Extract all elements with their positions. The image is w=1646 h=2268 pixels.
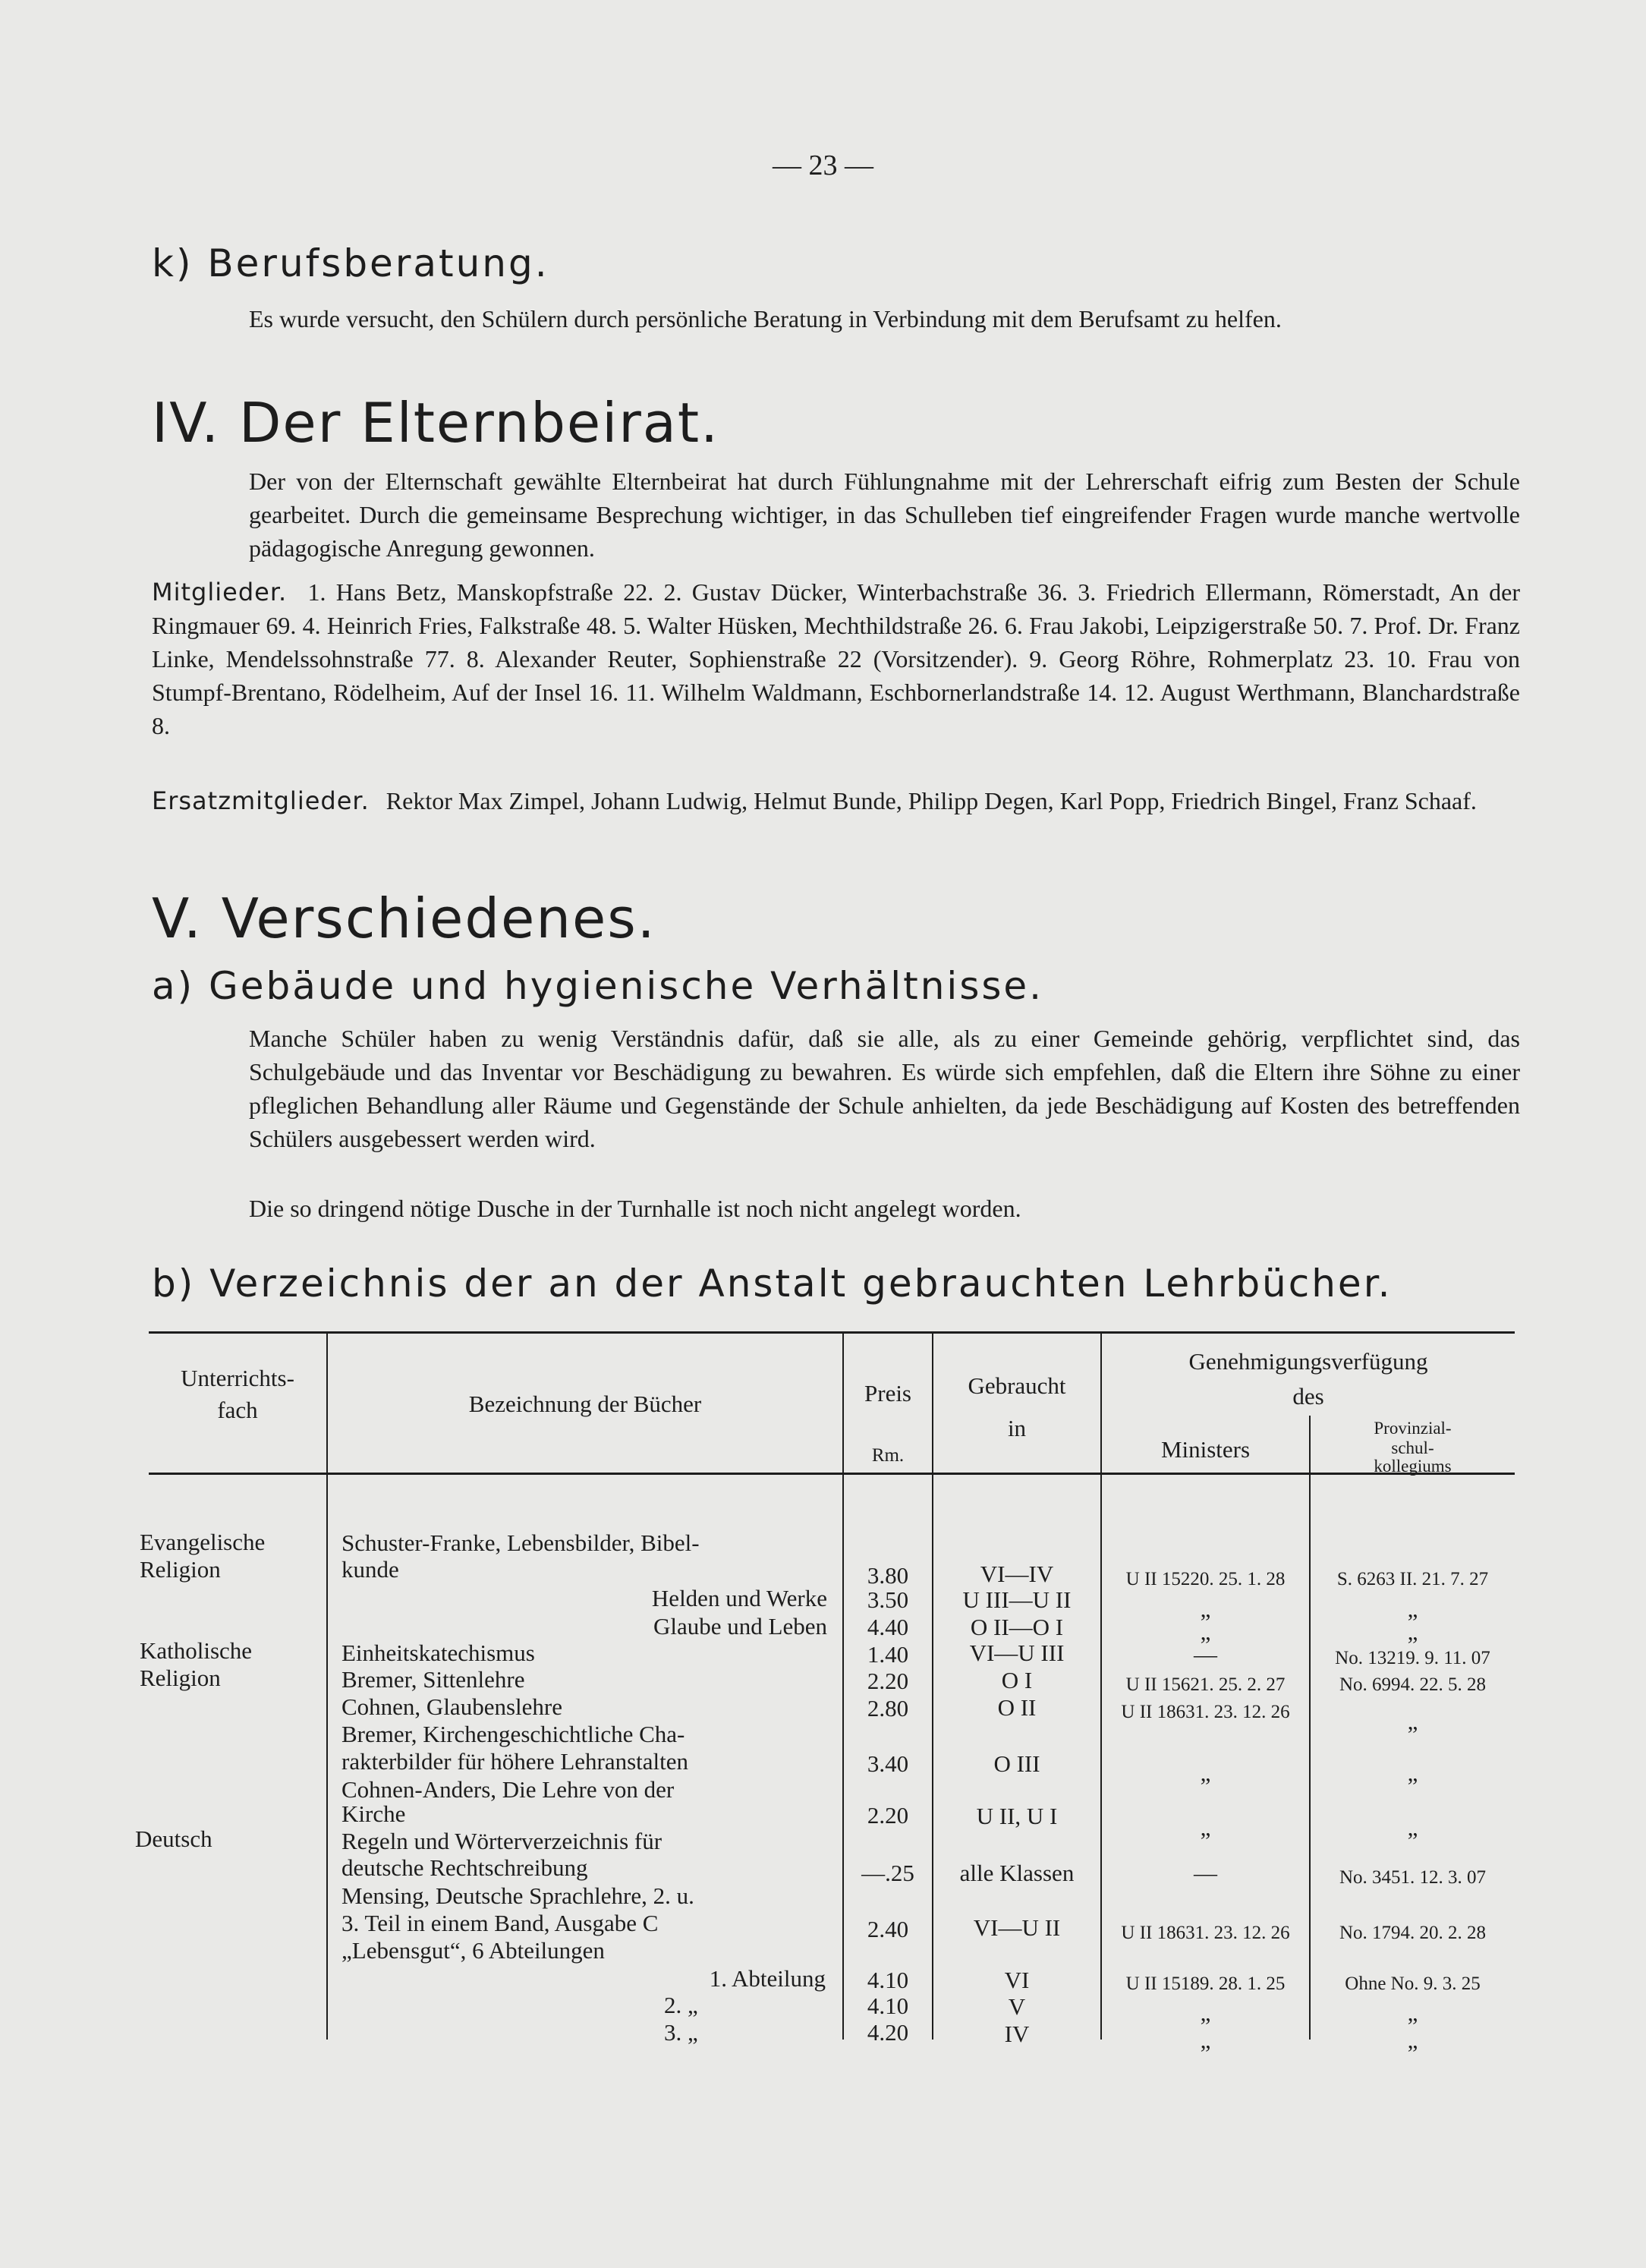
header-genehmigung-2: des — [1292, 1383, 1324, 1410]
gebraucht-row-7: O III — [993, 1750, 1040, 1777]
provinzial-row-10: No. 1794. 20. 2. 28 — [1339, 1923, 1487, 1943]
provinzial-row-5: No. 6994. 22. 5. 28 — [1339, 1674, 1487, 1695]
members-label: Mitglieder. — [152, 578, 288, 606]
section-iv-text: Der von der Elternschaft gewählte Elternbeirat hat durch Fühlungnahme mit der Lehrerschaft eifrig zum Besten der Schule gearbeitet. Durch die gemeinsame Besprechung wichtiger, in das Schulleben tief eingreifender Fragen wurde manche wertvolle pädagogische Anregung gewonnen. — [249, 468, 1520, 562]
ministers-row-7: „ — [1200, 1759, 1211, 1786]
ministers-row-13: „ — [1200, 1999, 1211, 2026]
book-row-10b: 3. Teil in einem Band, Ausgabe C — [341, 1910, 659, 1936]
gebraucht-row-10: VI—U II — [973, 1914, 1061, 1941]
header-gebraucht-2: in — [1007, 1415, 1027, 1441]
gebraucht-row-8: U II, U I — [976, 1803, 1058, 1829]
provinzial-row-7: „ — [1407, 1759, 1418, 1786]
gebraucht-row-9: alle Klassen — [959, 1860, 1075, 1886]
gebraucht-row-6: O II — [997, 1694, 1037, 1721]
preis-row-4: 1.40 — [867, 1641, 909, 1668]
header-preis-unit: Rm. — [871, 1445, 905, 1466]
ministers-row-8: „ — [1200, 1814, 1211, 1841]
provinzial-row-14: „ — [1407, 2027, 1418, 2053]
book-row-11: „Lebensgut“, 6 Abteilungen — [341, 1937, 605, 1964]
members-text: 1. Hans Betz, Manskopfstraße 22. 2. Gustav Dücker, Winterbachstraße 36. 3. Friedrich Ellermann, Römerstadt, An der Ringmauer 69. 4. Heinrich Fries, Falkstraße 48. 5. Walter Hüsken, Mechthildstraße 26. 6. Frau Jakobi, Leipzigerstraße 50. 7. Prof. Dr. Franz Linke, Mendelssohnstraße 77. 8. Alexander Reuter, Sophienstraße 22 (Vorsitzender). 9. Georg Röhre, Rohmerplatz 23. 10. Frau von Stumpf-Brentano, Rödelheim, Auf der Insel 16. 11. Wilhelm Waldmann, Eschbornerlandstraße 14. 12. August Werthmann, Blanchardstraße 8. — [152, 578, 1521, 739]
book-row-12: 1. Abteilung — [709, 1965, 826, 1992]
header-ministers: Ministers — [1160, 1436, 1251, 1463]
book-row-7b: rakterbilder für höhere Lehranstalten — [341, 1748, 689, 1775]
section-v-a-text-2: Die so dringend nötige Dusche in der Turnhalle ist noch nicht angelegt worden. — [249, 1195, 1021, 1222]
ministers-row-10: U II 18631. 23. 12. 26 — [1121, 1923, 1290, 1943]
provinzial-row-3: „ — [1407, 1618, 1418, 1645]
gebraucht-row-1: VI—IV — [980, 1561, 1054, 1587]
section-v-a-text: Manche Schüler haben zu wenig Verständnis dafür, daß sie alle, als zu einer Gemeinde gehörig, verpflichtet sind, das Schulgebäude und das Inventar vor Beschädigung zu bewahren. Es würde sich empfehlen, daß die Eltern ihre Söhne zu einer pfleglichen Behandlung aller Räume und Gegenstände der Schule anhielten, da jede Beschädigung auf Kosten des betreffenden Schülers ausgebessert werden wird. — [249, 1025, 1520, 1152]
header-fach-2: fach — [217, 1397, 258, 1423]
preis-row-5: 2.20 — [867, 1668, 909, 1694]
preis-row-6: 2.80 — [867, 1695, 909, 1721]
provinzial-row-13: „ — [1407, 1999, 1418, 2026]
preis-row-2: 3.50 — [867, 1586, 909, 1613]
provinzial-row-2: „ — [1407, 1595, 1418, 1622]
ministers-row-6: U II 18631. 23. 12. 26 — [1121, 1702, 1290, 1722]
gebraucht-row-2: U III—U II — [962, 1586, 1072, 1613]
gebraucht-row-12: VI — [1004, 1967, 1030, 1993]
book-row-1b: kunde — [341, 1556, 399, 1583]
section-v-a-heading: a) Gebäude und hygienische Verhältnisse. — [152, 964, 1044, 1008]
provinzial-row-8: „ — [1407, 1814, 1418, 1841]
book-row-2: Helden und Werke — [651, 1585, 827, 1611]
preis-row-10: 2.40 — [867, 1916, 909, 1942]
ministers-row-12: U II 15189. 28. 1. 25 — [1125, 1973, 1286, 1994]
preis-row-13: 4.10 — [867, 1992, 909, 2019]
substitutes-paragraph — [152, 784, 1520, 817]
members-paragraph — [152, 575, 1520, 742]
ministers-row-1: U II 15220. 25. 1. 28 — [1125, 1569, 1286, 1589]
preis-row-7: 3.40 — [867, 1750, 909, 1777]
preis-row-9: —.25 — [861, 1860, 914, 1886]
gebraucht-row-13: V — [1008, 1993, 1026, 2020]
header-preis: Preis — [864, 1380, 911, 1406]
preis-row-12: 4.10 — [867, 1967, 909, 1993]
header-provinzial-3: kollegiums — [1374, 1457, 1452, 1476]
preis-row-3: 4.40 — [867, 1614, 909, 1640]
header-genehmigung-1: Genehmigungsverfügung — [1188, 1348, 1428, 1375]
section-k-heading: k) Berufsberatung. — [152, 241, 549, 285]
section-k-text: Es wurde versucht, den Schülern durch persönliche Beratung in Verbindung mit dem Berufsamt zu helfen. — [249, 305, 1282, 332]
section-iv-heading: IV. Der Elternbeirat. — [152, 391, 720, 455]
book-row-6: Cohnen, Glaubenslehre — [341, 1693, 562, 1720]
preis-row-1: 3.80 — [867, 1562, 909, 1589]
section-v-heading: V. Verschiedenes. — [152, 887, 656, 950]
table-top-rule — [149, 1331, 1515, 1334]
fach-evangelische: Evangelische — [140, 1529, 266, 1555]
book-row-5: Bremer, Sittenlehre — [341, 1666, 525, 1693]
col-divider-1 — [326, 1334, 328, 2040]
preis-row-8: 2.20 — [867, 1802, 909, 1829]
ministers-row-14: „ — [1200, 2027, 1211, 2053]
header-provinzial-2: schul- — [1391, 1438, 1434, 1457]
header-fach-1: Unterrichts- — [181, 1365, 294, 1391]
book-row-7a: Bremer, Kirchengeschichtliche Cha- — [341, 1721, 685, 1747]
fach-katholische-religion: Religion — [140, 1665, 221, 1691]
book-row-8a: Cohnen-Anders, Die Lehre von der — [341, 1776, 675, 1803]
substitutes-text: Rektor Max Zimpel, Johann Ludwig, Helmut Bunde, Philipp Degen, Karl Popp, Friedrich Bingel, Franz Schaaf. — [386, 787, 1477, 814]
fach-evangelische-religion: Religion — [140, 1556, 221, 1583]
book-row-10a: Mensing, Deutsche Sprachlehre, 2. u. — [341, 1882, 694, 1909]
ministers-row-2: „ — [1200, 1595, 1211, 1622]
substitutes-label: Ersatzmitglieder. — [152, 786, 370, 815]
book-row-13: 2. „ — [664, 1992, 698, 2018]
preis-row-14: 4.20 — [867, 2019, 909, 2046]
book-row-1a: Schuster-Franke, Lebensbilder, Bibel- — [341, 1529, 700, 1556]
gebraucht-row-4: VI—U III — [969, 1640, 1065, 1666]
book-row-14: 3. „ — [664, 2019, 698, 2046]
header-gebraucht-1: Gebraucht — [968, 1372, 1066, 1399]
provinzial-row-12: Ohne No. 9. 3. 25 — [1345, 1973, 1481, 1994]
book-row-9a: Regeln und Wörterverzeichnis für — [341, 1828, 662, 1854]
header-provinzial-1: Provinzial- — [1374, 1419, 1452, 1438]
provinzial-row-6: „ — [1407, 1708, 1418, 1734]
section-v-b-heading: b) Verzeichnis der an der Anstalt gebrauchten Lehrbücher. — [152, 1262, 1393, 1306]
gebraucht-row-5: O I — [1001, 1667, 1033, 1693]
book-row-9b: deutsche Rechtschreibung — [341, 1854, 588, 1881]
ministers-row-4: — — [1194, 1641, 1217, 1668]
page-number: — 23 — — [773, 150, 873, 181]
gebraucht-row-3: O II—O I — [970, 1614, 1064, 1640]
provinzial-row-1: S. 6263 II. 21. 7. 27 — [1336, 1569, 1489, 1589]
book-row-8b: Kirche — [341, 1800, 406, 1827]
book-row-4: Einheitskatechismus — [341, 1640, 535, 1666]
ministers-row-3: „ — [1200, 1618, 1211, 1645]
provinzial-row-4: No. 13219. 9. 11. 07 — [1335, 1648, 1490, 1668]
book-row-3: Glaube und Leben — [653, 1613, 827, 1640]
ministers-row-9: — — [1194, 1860, 1217, 1886]
provinzial-row-9: No. 3451. 12. 3. 07 — [1339, 1867, 1487, 1888]
header-bezeichnung: Bezeichnung der Bücher — [468, 1391, 702, 1417]
fach-katholische: Katholische — [140, 1637, 253, 1664]
gebraucht-row-14: IV — [1004, 2021, 1030, 2047]
fach-deutsch: Deutsch — [135, 1825, 212, 1852]
ministers-row-5: U II 15621. 25. 2. 27 — [1125, 1674, 1286, 1695]
